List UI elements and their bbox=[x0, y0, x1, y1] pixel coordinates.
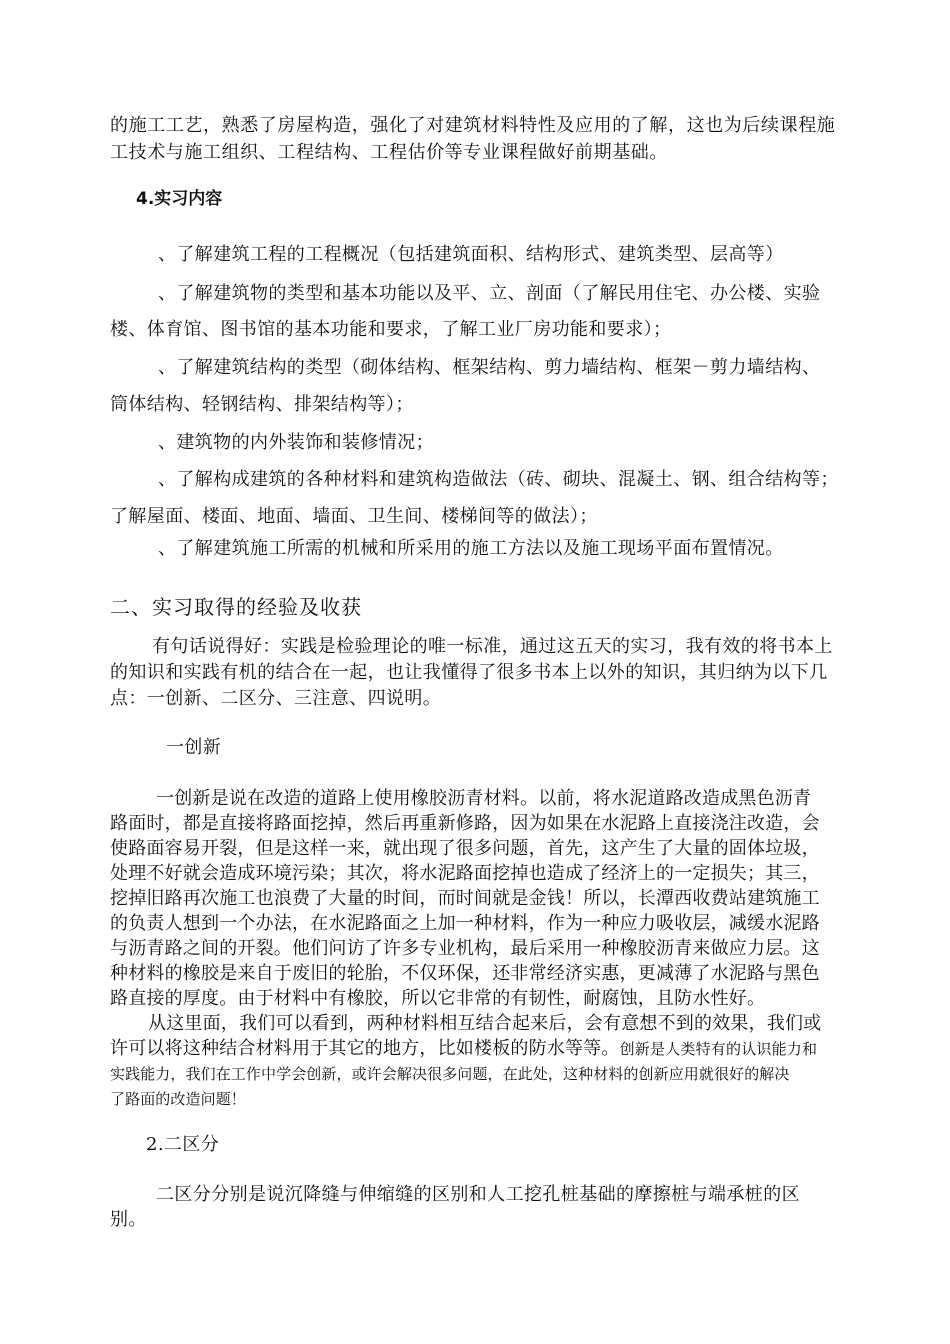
subsection-1-line-3: 使路面容易开裂，但是这样一来，就出现了很多问题，首先，这产生了大量的固体垃圾， bbox=[110, 838, 820, 859]
subsection-1-line-8: 种材料的橡胶是来自于废旧的轮胎，不仅环保，还非常经济实惠，更减薄了水泥路与黑色 bbox=[110, 963, 820, 984]
intro-line-2: 工技术与施工组织、工程结构、工程估价等专业课程做好前期基础。 bbox=[110, 142, 668, 163]
subsection-1-line-4: 处理不好就会造成环境污染；其次，将水泥路面挖掉也造成了经济上的一定损失；其三， bbox=[110, 863, 820, 884]
subsection-1-para2-line-3: 实践能力，我们在工作中学会创新，或许会解决很多问题，在此处，这种材料的创新应用就很好的解决 bbox=[110, 1065, 790, 1083]
subsection-2-line-2: 别。 bbox=[110, 1209, 147, 1230]
subsection-2-line-1: 二区分分别是说沉降缝与伸缩缝的区别和人工挖孔桩基础的摩擦桩与端承桩的区 bbox=[156, 1184, 800, 1205]
intro-line-1: 的施工工艺，熟悉了房屋构造，强化了对建筑材料特性及应用的了解，这也为后续课程施 bbox=[110, 115, 836, 136]
content-item-6: 、了解建筑施工所需的机械和所采用的施工方法以及施工现场平面布置情况。 bbox=[158, 538, 784, 559]
content-item-5-line-1: 、了解构成建筑的各种材料和建筑构造做法（砖、砌块、混凝土、钢、组合结构等； bbox=[158, 469, 839, 490]
content-item-4: 、建筑物的内外装饰和装修情况； bbox=[158, 432, 434, 453]
content-item-2-line-2: 楼、体育馆、图书馆的基本功能和要求，了解工业厂房功能和要求）； bbox=[110, 319, 672, 340]
subsection-1-para2-line-4: 了路面的改造问题！ bbox=[110, 1090, 246, 1108]
subsection-1-line-9: 路直接的厚度。由于材料中有橡胶，所以它非常的有韧性，耐腐蚀，且防水性好。 bbox=[110, 988, 766, 1009]
para2-line-2-part-a: 许可以将这种结合材料用于其它的地方，比如楼板的防水等等。 bbox=[110, 1038, 620, 1059]
para2-line-2-part-b: 创新是人类特有的认识能力和 bbox=[619, 1040, 818, 1058]
section-2-title: 二、实习取得的经验及收获 bbox=[110, 595, 362, 619]
content-item-3-line-2: 筒体结构、轻钢结构、排架结构等）； bbox=[110, 394, 414, 415]
subsection-1-line-5: 挖掉旧路再次施工也浪费了大量的时间，而时间就是金钱！所以，长潭西收费站建筑施工 bbox=[110, 888, 820, 909]
section-2-intro-line-2: 的知识和实践有机的结合在一起，也让我懂得了很多书本上以外的知识，其归纳为以下几 bbox=[110, 662, 828, 683]
subsection-1-para2-line-2 bbox=[110, 1037, 817, 1061]
subsection-1-line-1: 一创新是说在改造的道路上使用橡胶沥青材料。以前，将水泥道路改造成黑色沥青 bbox=[156, 788, 812, 809]
content-item-2-line-1: 、了解建筑物的类型和基本功能以及平、立、剖面（了解民用住宅、办公楼、实验 bbox=[158, 283, 821, 304]
content-item-5-line-2: 了解屋面、楼面、地面、墙面、卫生间、楼梯间等的做法）； bbox=[110, 506, 598, 527]
subsection-1-title: 一创新 bbox=[166, 737, 222, 758]
subsection-1-line-6: 的负责人想到一个办法，在水泥路面之上加一种材料，作为一种应力吸收层，减缓水泥路 bbox=[110, 913, 820, 934]
content-item-3-line-1: 、了解建筑结构的类型（砌体结构、框架结构、剪力墙结构、框架－剪力墙结构、 bbox=[158, 357, 821, 378]
subsection-1-line-7: 与沥青路之间的开裂。他们问访了许多专业机构，最后采用一种橡胶沥青来做应力层。这 bbox=[110, 938, 820, 959]
section-4-title: 4.实习内容 bbox=[136, 189, 223, 209]
section-2-intro-line-3: 点：一创新、二区分、三注意、四说明。 bbox=[110, 688, 442, 709]
subsection-1-line-2: 路面时，都是直接将路面挖掉，然后再重新修路，因为如果在水泥路上直接浇注改造，会 bbox=[110, 813, 820, 834]
section-2-intro-line-1: 有句话说得好：实践是检验理论的唯一标准，通过这五天的实习，我有效的将书本上 bbox=[152, 636, 833, 657]
content-item-1: 、了解建筑工程的工程概况（包括建筑面积、结构形式、建筑类型、层高等） bbox=[158, 244, 784, 265]
subsection-1-para2-line-1: 从这里面，我们可以看到，两种材料相互结合起来后，会有意想不到的效果，我们或 bbox=[148, 1013, 822, 1034]
subsection-2-title: 2.二区分 bbox=[146, 1134, 220, 1155]
